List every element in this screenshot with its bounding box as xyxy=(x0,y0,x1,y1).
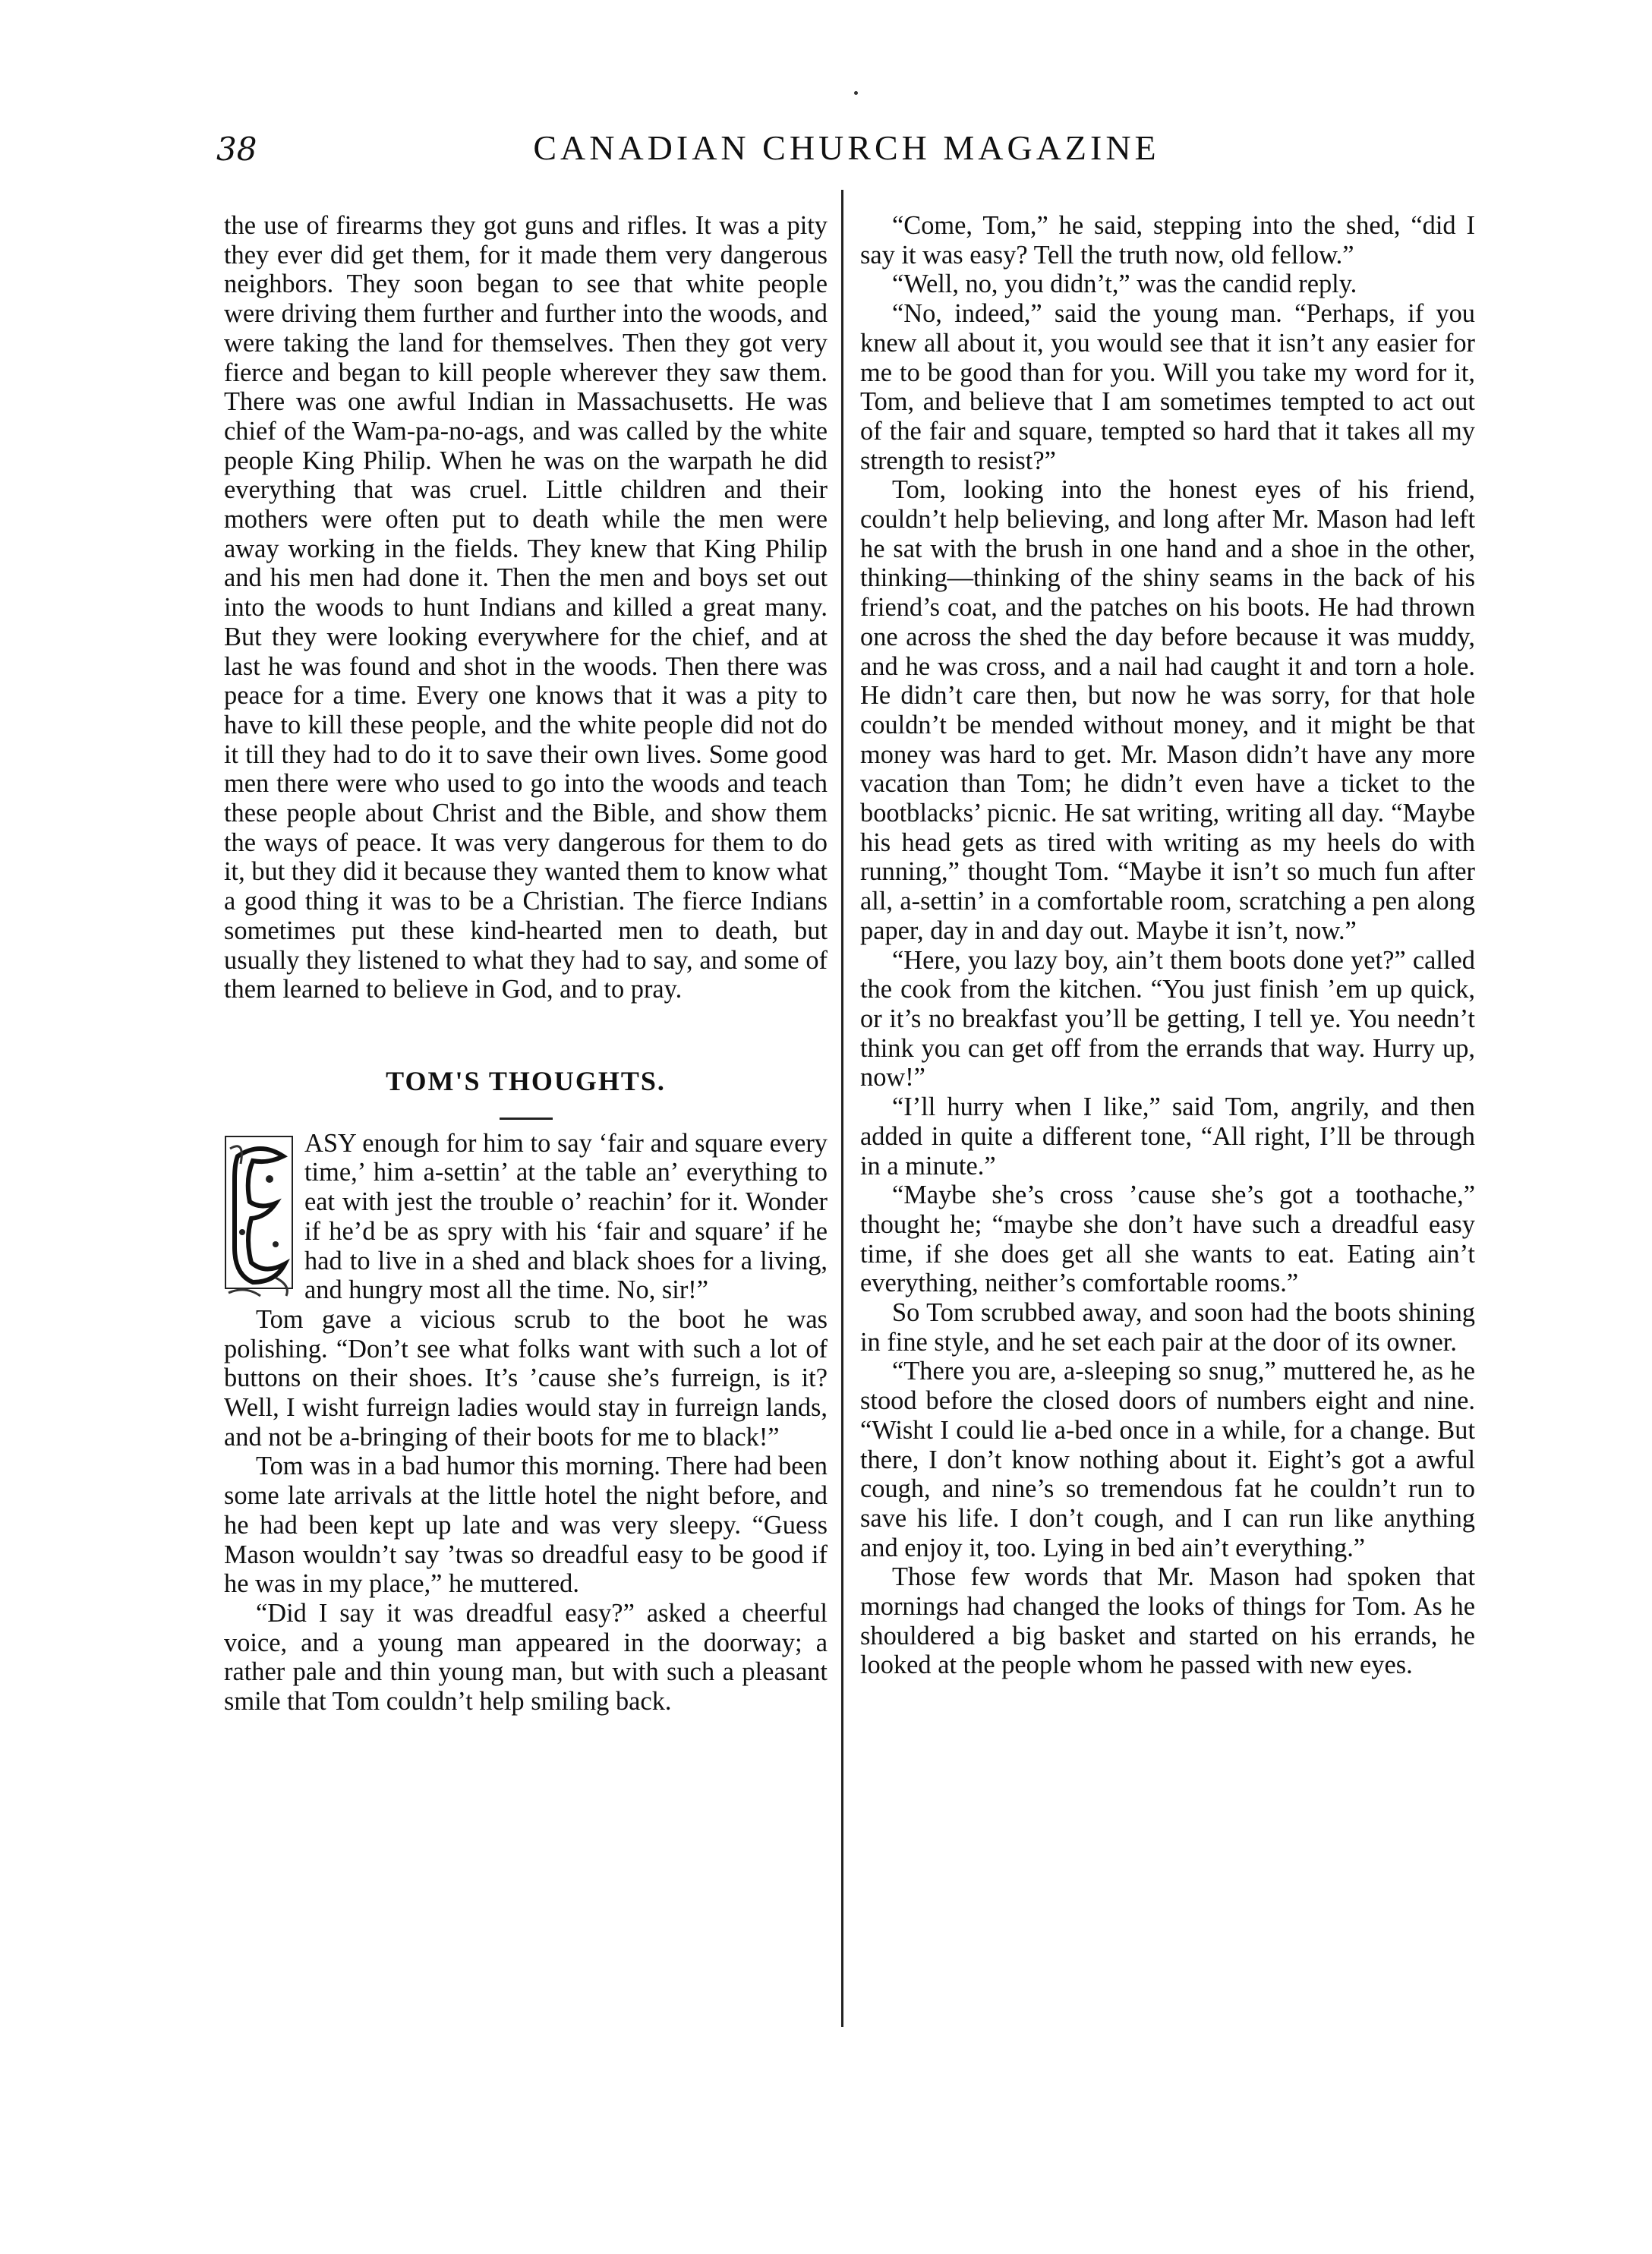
story-title: TOM'S THOUGHTS. xyxy=(386,1065,666,1096)
story-paragraph: “No, indeed,” said the young man. “Perhaps, if you knew all about it, you would see that it isn’t any easier for me to be good than for you. Will you take my word for it, Tom, and believe that I am sometimes tempted to act out of the fair and square, tempted so hard that it takes all my strength to resist?” xyxy=(860,299,1475,475)
story-paragraph: Tom was in a bad humor this morning. There had been some late arrivals at the little hotel the night before, and he had been kept up late and was very sleepy. “Guess Mason wouldn’t say ’twas so dreadful easy to be good if he was in my place,” he muttered. xyxy=(224,1452,828,1599)
running-title: CANADIAN CHURCH MAGAZINE xyxy=(533,128,1160,167)
story-paragraph: Tom, looking into the honest eyes of his friend, couldn’t help believing, and long after Mr. Mason had left he sat with the brush in one hand and a shoe in the other, thinking—thinking of the shiny seams in the back of his friend’s coat, and the patches on his boots. He had thrown one across the shed the day before because it was muddy, and he was cross, and a nail had caught it and torn a hole. He didn’t care then, but now he was sorry, for that hole couldn’t be mended without money, and it might be that money was hard to get. Mr. Mason didn’t have any more vacation than Tom; he didn’t even have a ticket to the bootblacks’ picnic. He sat writing, writing all day. “Maybe his head gets as tired with writing as my heels do with running,” thought Tom. “Maybe it isn’t so much fun after all, a-settin’ in a comfortable room, scratching a pen along paper, day in and day out. Maybe it isn’t, now.” xyxy=(860,475,1475,945)
decorative-drop-cap xyxy=(222,1133,297,1302)
page-number: 38 xyxy=(216,131,257,168)
left-column xyxy=(224,211,828,1717)
story-paragraph: “Come, Tom,” he said, stepping into the shed, “did I say it was easy? Tell the truth now, old fellow.” xyxy=(860,211,1475,270)
right-column xyxy=(860,211,1475,1680)
page-header xyxy=(216,128,1477,181)
story-paragraph: Tom gave a vicious scrub to the boot he was polishing. “Don’t see what folks want with such a lot of buttons on their shoes. It’s ’cause she’s furreign, is it? Well, I wisht furreign ladies would stay in furreign lands, and not be a-bringing of their boots for me to black!” xyxy=(224,1304,828,1452)
story-paragraph: “There you are, a-sleeping so snug,” muttered he, as he stood before the closed doors of numbers eight and nine. “Wisht I could lie a-bed once in a while, for a change. But there, I don’t know nothing about it. Eight’s got a awful cough, and nine’s so tremendous fat he couldn’t run to save his life. I don’t cough, and I can run like anything and enjoy it, too. Lying in bed ain’t everything.” xyxy=(860,1357,1475,1562)
ornamental-letter-icon xyxy=(222,1133,297,1302)
letter-e-shape xyxy=(235,1149,285,1282)
printer-dot xyxy=(854,91,858,95)
story-paragraph: “Well, no, you didn’t,” was the candid reply. xyxy=(892,270,1357,299)
continued-paragraph: the use of firearms they got guns and rifles. It was a pity they ever did get them, for it made them very dangerous neighbors. They soon began to see that white people were driving them further and further into the woods, and were taking the land for themselves. Then they got very fierce and began to kill people wherever they saw them. There was one awful Indian in Massachusetts. He was chief of the Wam-pa-no-ags, and was called by the white people King Philip. When he was on the warpath he did everything that was cruel. Little children and their mothers were often put to death while the men were away working in the fields. They knew that King Philip and his men had done it. Then the men and boys set out into the woods to hunt Indians and killed a great many. But they were looking everywhere for the chief, and at last he was found and shot in the woods. Then there was peace for a time. Every one knows that it was a pity to have to kill these people, and the white people did not do it till they had to do it to save their own lives. Some good men there were who used to go into the woods and teach these people about Christ and the Bible, and show them the ways of peace. It was very dangerous for them to do it, but they did it because they wanted them to know what a good thing it was to be a Christian. The fierce Indians sometimes put these kind-hearted men to death, but usually they listened to what they had to say, and some of them learned to believe in God, and to pray. xyxy=(224,211,828,1004)
story-paragraph: Those few words that Mr. Mason had spoken that mornings had changed the looks of things for Tom. As he shouldered a big basket and started on his errands, he looked at the people whom he passed with new eyes. xyxy=(860,1562,1475,1680)
story-paragraph: “Did I say it was dreadful easy?” asked a cheerful voice, and a young man appeared in the doorway; a rather pale and thin young man, but with such a pleasant smile that Tom couldn’t help smiling back. xyxy=(224,1598,828,1717)
title-rule xyxy=(500,1118,553,1120)
column-divider xyxy=(841,190,843,2027)
story-paragraph: “Here, you lazy boy, ain’t them boots done yet?” called the cook from the kitchen. “You just finish ’em up quick, or it’s no breakfast you’ll be getting, I tell ye. You needn’t think you can get off from the errands that way. Hurry up, now!” xyxy=(860,945,1475,1092)
opening-paragraph: ASY enough for him to say ‘fair and square every time,’ him a-settin’ at the table an’ everything to eat with jest the trouble o’ reachin’ for it. Wonder if he’d be as spry with his ‘fair and square’ if he had to live in a shed and black shoes for a living, and hungry most all the time. No, sir!” xyxy=(304,1128,828,1305)
story-paragraph: So Tom scrubbed away, and soon had the boots shining in fine style, and he set each pair at the door of its owner. xyxy=(860,1298,1475,1357)
story-paragraph: “Maybe she’s cross ’cause she’s got a toothache,” thought he; “maybe she don’t have such a dreadful easy time, if she does get all she wants to eat. Eating ain’t everything, neither’s comfortable rooms.” xyxy=(860,1181,1475,1298)
story-paragraph: “I’ll hurry when I like,” said Tom, angrily, and then added in quite a different tone, “All right, I’ll be through in a minute.” xyxy=(860,1092,1475,1181)
